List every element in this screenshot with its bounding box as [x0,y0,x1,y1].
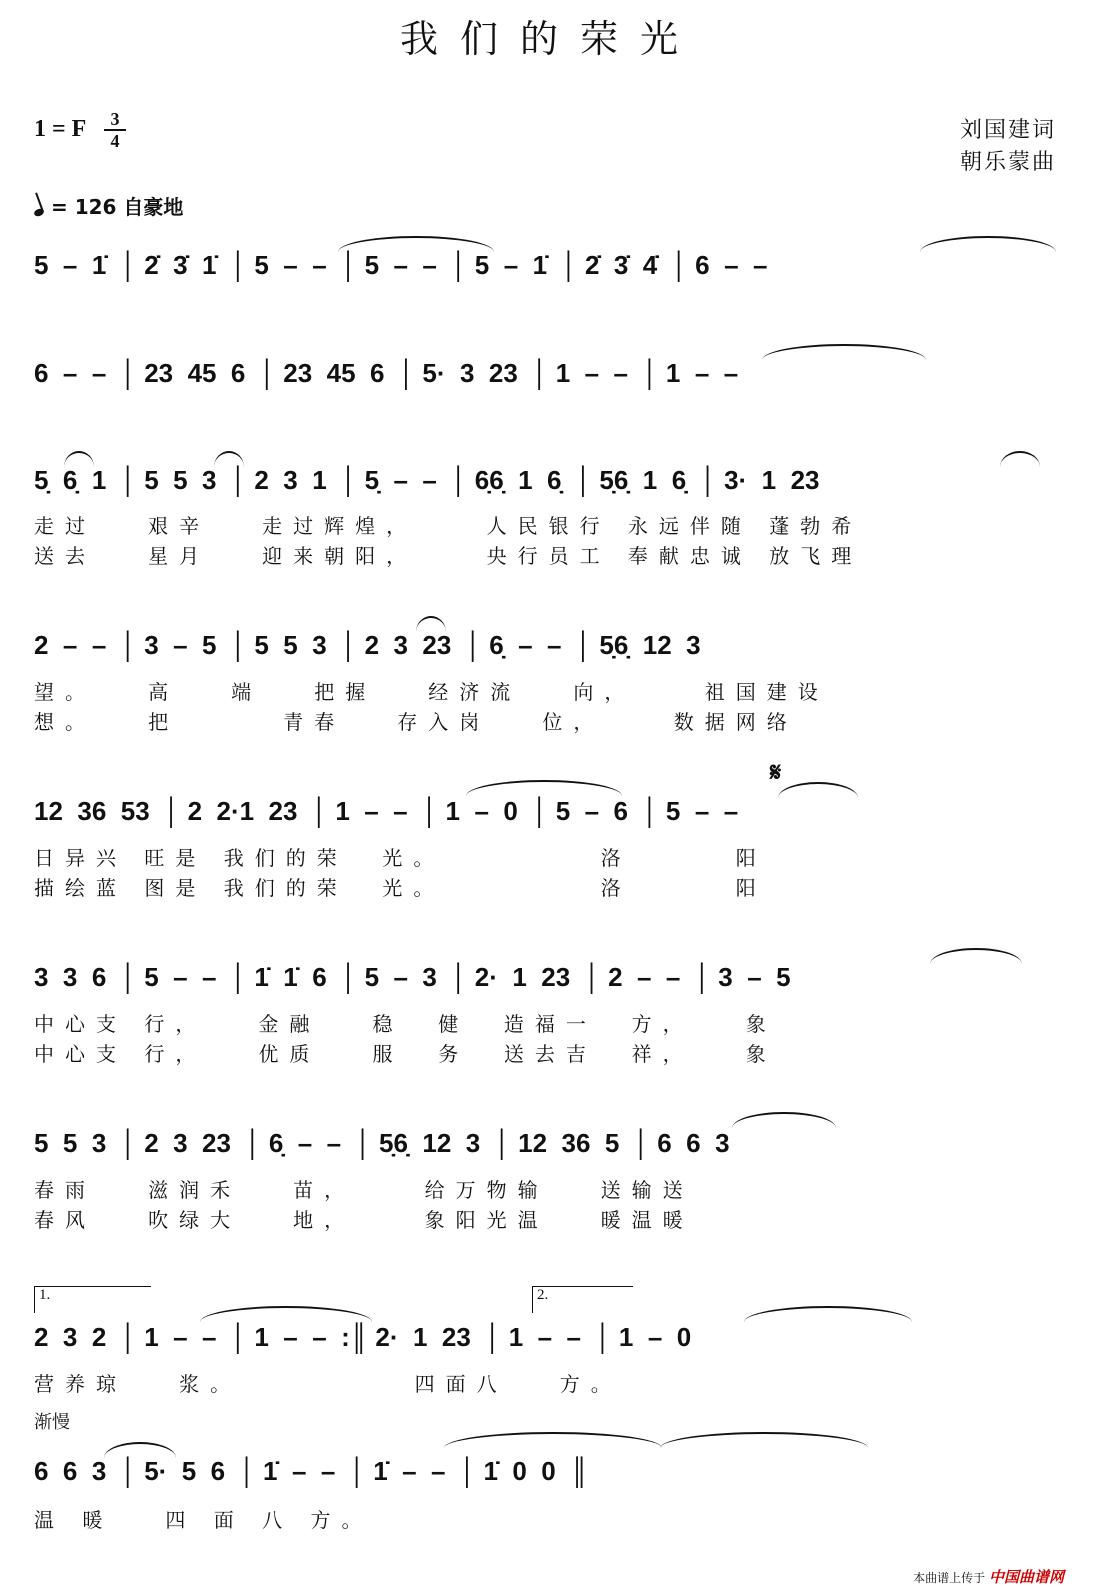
lyric-verse-1: 望。 高 端 把握 经济流 向， 祖国建设 [34,680,829,704]
tie-mark [64,451,94,467]
tempo-marking [34,191,183,220]
lyric-verse-2: 想。 把 青春 存入岗 位， 数据网络 [34,710,798,734]
tie-mark [920,236,1056,252]
tie-mark [762,344,926,360]
score-line-3: 5̣ 6̣ 1 │ 5 5 3 │ 2 3 1 │ 5̣ – – │ 6̣6̣ 1 6̣ │ 5̣6̣ 1 6̣ │ 3· 1 23 [34,465,820,495]
lyric-verse-1: 走过 艰辛 走过辉煌， 人民银行 永远伴随 蓬勃希 [34,514,863,538]
lyric-verse-1: 温 暖 四 面 八 方。 [34,1508,373,1532]
time-bottom: 4 [110,131,120,151]
score-line-7: 5 5 3 │ 2 3 23 │ 6̣ – – │ 5̣6̣ 12 3 │ 12 36 5 │ 6 6 3 [34,1128,730,1158]
tempo-text: = 126 自豪地 [50,195,184,219]
lyric-verse-2: 春风 吹绿大 地， 象阳光温 暖温暖 [34,1208,694,1232]
score-line-5: 12 36 53 │ 2 2·1 23 │ 1 – – │ 1 – 0 │ 5 – 6 │ 5 – – [34,796,739,826]
tie-mark [660,1432,868,1448]
volta-bracket-2: 2. [532,1286,633,1313]
segno-sign: 𝄋 [770,758,782,788]
tie-mark [444,1432,662,1448]
lyric-verse-2: 送去 星月 迎来朝阳， 央行员工 奉献忠诚 放飞理 [34,544,863,568]
lyric-verse-1: 日异兴 旺是 我们的荣 光。 洛 阳 [34,846,767,870]
song-title: 我们的荣光 [399,17,700,61]
score-line-9: 6 6 3 │ 5· 5 6 │ 1̇ – – │ 1̇ – – │ 1̇ 0 0 ║ [34,1456,589,1486]
score-line-2: 6 – – │ 23 45 6 │ 23 45 6 │ 5· 3 23 │ 1 – – │ 1 – – [34,358,739,388]
quarter-note-icon [33,208,45,218]
volta-bracket-1: 1. [34,1286,151,1313]
composer-credit: 朝乐蒙曲 [959,150,1056,175]
site-logo[interactable]: 中国曲谱网 [988,1568,1064,1586]
key-signature: 1 = F [34,116,87,142]
lyricist-credit: 刘国建词 [959,118,1056,143]
tie-mark [744,1306,912,1322]
tie-mark [416,616,446,632]
tie-mark [466,780,622,796]
tie-mark [338,236,494,252]
lyric-verse-2: 中心支 行， 优质 服 务 送去吉 祥， 象 [34,1042,777,1066]
tempo-change-marking: 渐慢 [34,1412,70,1433]
lyric-verse-1: 中心支 行， 金融 稳 健 造福一 方， 象 [34,1012,777,1036]
time-signature [104,110,126,150]
footer-credit [913,1566,1064,1587]
time-top: 3 [110,109,120,129]
tie-mark [214,451,244,467]
tie-mark [104,1442,176,1458]
lyric-verse-1: 营养琼 浆。 四面八 方。 [34,1372,622,1396]
footer-text: 本曲谱上传于 [913,1571,986,1585]
score-line-8: 2 3 2 │ 1 – – │ 1 – – :║ 2· 1 23 │ 1 – – │ 1 – 0 [34,1322,692,1352]
tie-mark [200,1306,372,1322]
lyric-verse-2: 描绘蓝 图是 我们的荣 光。 洛 阳 [34,876,767,900]
score-line-1: 5 – 1̇ │ 2̇ 3̇ 1̇ │ 5 – – │ 5 – – │ 5 – 1̇ │ 2̇ 3̇ 4̇ │ 6 – – [34,250,768,280]
lyric-verse-1: 春雨 滋润禾 苗， 给万物输 送输送 [34,1178,694,1202]
tie-mark [732,1112,836,1128]
tie-mark [778,782,858,798]
score-line-4: 2 – – │ 3 – 5 │ 5 5 3 │ 2 3 23 │ 6̣ – – │ 5̣6̣ 12 3 [34,630,701,660]
tie-mark [1000,451,1040,467]
score-line-6: 3 3 6 │ 5 – – │ 1̇ 1̇ 6 │ 5 – 3 │ 2· 1 23 │ 2 – – │ 3 – 5 [34,962,791,992]
tie-mark [930,948,1022,964]
